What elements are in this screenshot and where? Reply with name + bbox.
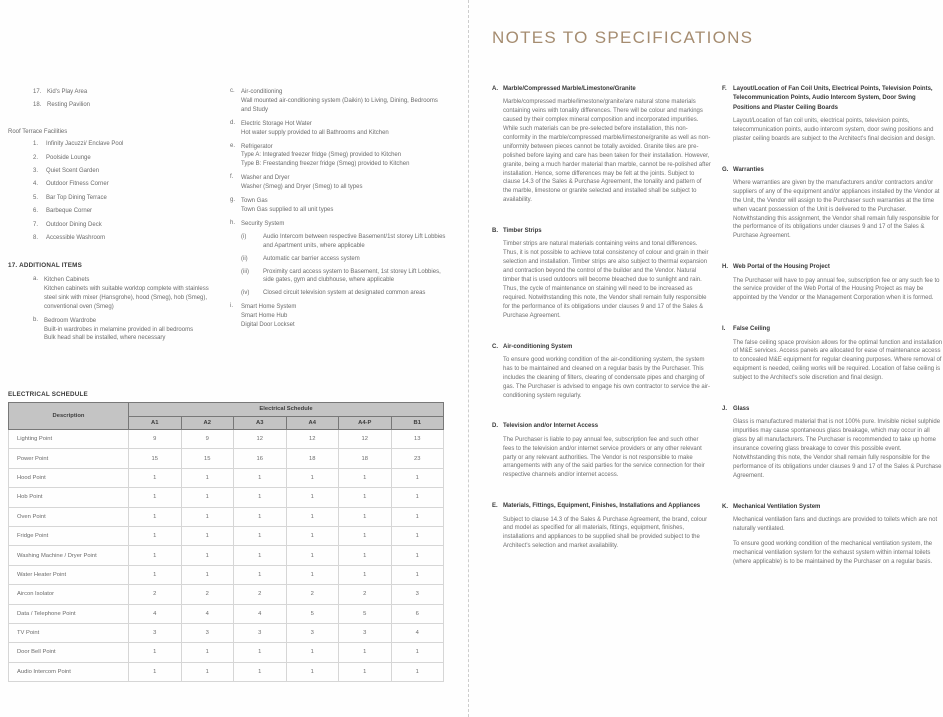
cell-value: 12 xyxy=(234,430,287,449)
table-title: Electrical Schedule xyxy=(129,403,444,417)
spec-item xyxy=(230,143,447,170)
item-letter: e. xyxy=(230,142,236,149)
cell-value: 2 xyxy=(129,585,182,604)
notes-section xyxy=(492,227,711,320)
section-letter: E. xyxy=(492,503,498,510)
cell-value: 1 xyxy=(286,565,339,584)
item-title: Bedroom Wardrobe xyxy=(44,317,97,324)
facilities-top-list xyxy=(8,88,223,115)
sub-item-text: Closed circuit television system at designated common areas xyxy=(263,290,426,297)
sub-item xyxy=(241,255,447,264)
cell-value: 3 xyxy=(286,623,339,642)
cell-value: 1 xyxy=(391,488,444,507)
item-text: Digital Door Lockset xyxy=(241,322,295,329)
cell-value: 1 xyxy=(339,526,392,545)
notes-section-heading xyxy=(492,422,711,431)
cell-value: 5 xyxy=(339,604,392,623)
notes-section xyxy=(722,405,943,481)
cell-value: 1 xyxy=(339,662,392,681)
cell-value: 1 xyxy=(129,643,182,662)
section-paragraph: Timber strips are natural materials containing veins and tonal differences. Thus, it is not possible to achieve total consistency of colour and grain in their selection and installation. Timber strips are also subject to thermal expansion and contraction beyond the control of the builder and the Vendor. Natural timber that is used outdoors will become bleached due to sunlight and rain. Thus, the cycle of maintenance on staining will need to be increased as required. Notwithstanding this note, the Vendor shall remain fully responsible for the performance of its obligations under clauses 9 and 17 of the Sales & Purchase Agreement. xyxy=(503,241,709,319)
table-row xyxy=(9,585,444,604)
table-row xyxy=(9,488,444,507)
row-label: Fridge Point xyxy=(9,526,129,545)
notes-column-1 xyxy=(492,85,711,573)
cell-value: 1 xyxy=(391,662,444,681)
row-label: Aircon Isolator xyxy=(9,585,129,604)
section-letter: K. xyxy=(722,503,728,510)
cell-value: 3 xyxy=(339,623,392,642)
electrical-schedule-heading: ELECTRICAL SCHEDULE xyxy=(8,391,88,398)
notes-section xyxy=(722,166,943,242)
item-letter: b. xyxy=(33,316,39,323)
cell-value: 1 xyxy=(391,526,444,545)
cell-value: 3 xyxy=(234,623,287,642)
notes-section xyxy=(492,343,711,401)
cell-value: 4 xyxy=(234,604,287,623)
list-item-number: 4. xyxy=(33,181,39,188)
sub-item xyxy=(241,233,447,251)
section-paragraph: The Purchaser is liable to pay annual fee, subscription fee and such other fees to the television and/or internet service providers or any other relevant party or any relevant authorities. The Vendor is not responsible to make arrangements with any of the said parties for the service connection for their respective channels and/or internet access. xyxy=(503,436,705,479)
cell-value: 1 xyxy=(339,488,392,507)
sub-item-number: (iv) xyxy=(241,290,250,297)
notes-section xyxy=(722,263,943,303)
item-text: Bulk head shall be installed, where necessary xyxy=(44,335,166,342)
spec-item xyxy=(230,220,447,298)
item-text: Washer (Smeg) and Dryer (Smeg) to all types xyxy=(241,184,363,191)
column-header-description: Description xyxy=(9,403,129,430)
cell-value: 1 xyxy=(234,546,287,565)
section-paragraph: Glass is manufactured material that is not 100% pure. Invisible nickel sulphide impurities may cause spontaneous glass breakage, which may occur in all glass by all manufacturers. The Purchaser is recommended to take up home insurance covering glass breakage to cover this possible event. Notwithstanding this note, the Vendor shall remain fully responsible for the performance of its obligations under clauses 9 and 17 of the Sales & Purchase Agreement. xyxy=(733,419,942,479)
additional-items-list xyxy=(8,276,222,343)
item-title: Smart Home System xyxy=(241,304,297,311)
section-paragraph: To ensure good working condition of the mechanical ventilation system, the mechanical ventilation system for the exhaust system within internal toilets (where applicable) is to be maintained by the Purchaser on a regular basis. xyxy=(733,540,933,565)
list-item-text: Kid's Play Area xyxy=(47,89,88,95)
table-row xyxy=(9,449,444,468)
table-row xyxy=(9,468,444,487)
cell-value: 1 xyxy=(181,565,234,584)
cell-value: 3 xyxy=(391,585,444,604)
list-item-text: Bar Top Dining Terrace xyxy=(46,194,107,201)
section-title: Air-conditioning System xyxy=(503,343,573,350)
section-title: Marble/Compressed Marble/Limestone/Granite xyxy=(503,86,636,92)
section-paragraph: Subject to clause 14.3 of the Sales & Purchase Agreement, the brand, colour and model as specified for all materials, fittings, equipment, finishes, installations and appliances to be supplied shall be provided subject to the Architect's selection and market availability. xyxy=(503,516,708,550)
cell-value: 1 xyxy=(129,468,182,487)
cell-value: 1 xyxy=(129,565,182,584)
cell-value: 12 xyxy=(339,430,392,449)
list-item xyxy=(33,234,223,247)
item-text: Wall mounted air-conditioning system (Daikin) to Living, Dining, Bedrooms and Study xyxy=(241,97,438,113)
cell-value: 23 xyxy=(391,449,444,468)
section-letter: J. xyxy=(722,406,728,413)
section-paragraph: The Purchaser will have to pay annual fee, subscription fee or any such fee to the service provider of the Web Portal of the Housing Project as may be appointed by the Vendor or the Management Corporation when it is formed. xyxy=(733,277,940,302)
list-item xyxy=(33,180,223,193)
row-label: TV Point xyxy=(9,623,129,642)
section-title: Warranties xyxy=(733,166,764,173)
cell-value: 2 xyxy=(181,585,234,604)
item-text: Hot water supply provided to all Bathrooms and Kitchen xyxy=(241,129,389,136)
spec-item xyxy=(33,317,222,344)
list-item xyxy=(33,167,223,180)
cell-value: 1 xyxy=(391,507,444,526)
row-label: Audio Intercom Point xyxy=(9,662,129,681)
cell-value: 2 xyxy=(286,585,339,604)
cell-value: 1 xyxy=(129,662,182,681)
cell-value: 9 xyxy=(181,430,234,449)
table-row xyxy=(9,526,444,545)
section-title: Materials, Fittings, Equipment, Finishes, Installations and Appliances xyxy=(503,503,701,510)
section-letter: H. xyxy=(722,264,728,271)
item-title: Security System xyxy=(241,220,285,227)
sub-item-text: Proximity card access system to Basement, 1st storey Lift Lobbies, side gates, gym and clubhouse, where applicable xyxy=(263,268,441,284)
additional-items-heading: 17. ADDITIONAL ITEMS xyxy=(8,262,82,269)
notes-section xyxy=(492,85,711,205)
sub-item xyxy=(241,268,447,286)
section-paragraph: To ensure good working condition of the air-conditioning system, the system has to be maintained and cleaned on a regular basis by the Purchaser. This includes the cleaning of filters, clearing of condensate pipes and charging of gas. The Purchaser is advised to engage his own contractor to service the air-conditioning system regularly. xyxy=(503,356,710,399)
sub-item-number: (iii) xyxy=(241,268,249,275)
cell-value: 1 xyxy=(339,507,392,526)
notes-section xyxy=(492,422,711,480)
item-letter: f. xyxy=(230,174,234,181)
cell-value: 1 xyxy=(234,488,287,507)
list-item xyxy=(33,207,223,220)
cell-value: 1 xyxy=(234,662,287,681)
notes-section-heading xyxy=(722,166,943,175)
column-header: A2 xyxy=(181,416,234,430)
list-item-number: 17. xyxy=(33,89,42,95)
table-row xyxy=(9,565,444,584)
cell-value: 1 xyxy=(339,546,392,565)
cell-value: 1 xyxy=(339,643,392,662)
cell-value: 1 xyxy=(234,565,287,584)
row-label: Washing Machine / Dryer Point xyxy=(9,546,129,565)
list-item-number: 1. xyxy=(33,141,39,148)
item-text: Town Gas supplied to all unit types xyxy=(241,206,334,213)
notes-section-heading xyxy=(722,85,943,113)
cell-value: 12 xyxy=(286,430,339,449)
column-header: A4 xyxy=(286,416,339,430)
row-label: Hood Point xyxy=(9,468,129,487)
cell-value: 2 xyxy=(339,585,392,604)
spec-item xyxy=(230,120,447,138)
notes-section-heading xyxy=(492,343,711,352)
spec-item xyxy=(230,197,447,215)
list-item xyxy=(33,101,223,114)
item-letter: g. xyxy=(230,197,236,204)
cell-value: 3 xyxy=(181,623,234,642)
section-letter: A. xyxy=(492,86,498,92)
cell-value: 1 xyxy=(129,546,182,565)
spec-item xyxy=(230,303,447,330)
cell-value: 1 xyxy=(181,526,234,545)
column-header: A1 xyxy=(129,416,182,430)
cell-value: 1 xyxy=(286,662,339,681)
cell-value: 6 xyxy=(391,604,444,623)
cell-value: 1 xyxy=(391,643,444,662)
list-item xyxy=(33,221,223,234)
cell-value: 1 xyxy=(286,468,339,487)
notes-section-heading xyxy=(492,502,711,511)
section-letter: D. xyxy=(492,423,498,430)
list-item xyxy=(33,194,223,207)
item-letter: a. xyxy=(33,276,39,282)
section-title: Mechanical Ventilation System xyxy=(733,503,821,510)
cell-value: 1 xyxy=(286,488,339,507)
cell-value: 1 xyxy=(286,643,339,662)
cell-value: 4 xyxy=(129,604,182,623)
cell-value: 1 xyxy=(129,526,182,545)
list-item-number: 8. xyxy=(33,234,39,241)
cell-value: 15 xyxy=(181,449,234,468)
spec-item xyxy=(33,276,222,312)
page-title: NOTES TO SPECIFICATIONS xyxy=(492,28,754,47)
cell-value: 15 xyxy=(129,449,182,468)
section-letter: C. xyxy=(492,343,498,350)
cell-value: 1 xyxy=(391,546,444,565)
table-row xyxy=(9,623,444,642)
cell-value: 1 xyxy=(181,507,234,526)
item-letter: c. xyxy=(230,88,235,94)
list-item-number: 3. xyxy=(33,167,39,174)
table-row xyxy=(9,604,444,623)
cell-value: 1 xyxy=(181,468,234,487)
section-letter: B. xyxy=(492,228,498,235)
list-item-text: Barbeque Corner xyxy=(46,208,93,215)
list-item-number: 18. xyxy=(33,102,42,109)
cell-value: 1 xyxy=(286,507,339,526)
cell-value: 1 xyxy=(339,565,392,584)
table-row xyxy=(9,507,444,526)
cell-value: 1 xyxy=(181,546,234,565)
item-text: Kitchen cabinets with suitable worktop complete with stainless steel sink with mixer (Hansgrohe), hood (Smeg), hob (Smeg), conventional oven (Smeg) xyxy=(44,285,209,310)
cell-value: 1 xyxy=(391,565,444,584)
item-title: Town Gas xyxy=(241,198,268,205)
list-item-number: 7. xyxy=(33,221,39,228)
list-item-number: 6. xyxy=(33,208,39,215)
notes-section-heading xyxy=(722,503,943,512)
row-label: Hob Point xyxy=(9,488,129,507)
cell-value: 9 xyxy=(129,430,182,449)
cell-value: 1 xyxy=(234,507,287,526)
notes-section xyxy=(492,502,711,551)
item-title: Air-conditioning xyxy=(241,89,283,95)
section-paragraph: Where warranties are given by the manufacturers and/or contractors and/or suppliers of any of the equipment and/or appliances installed by the Vendor at the Unit, the Vendor will assign to the Purchaser such warranties at the time when vacant possession of the Unit is delivered to the Purchaser. Notwithstanding this assignment, the Vendor shall remain fully responsible for the performance of its obligations under clauses 9 and 17 of the Sales & Purchase Agreement. xyxy=(733,179,940,240)
electrical-schedule-table xyxy=(8,402,444,682)
cell-value: 16 xyxy=(234,449,287,468)
section-title: False Ceiling xyxy=(733,326,771,333)
cell-value: 1 xyxy=(339,468,392,487)
section-title: Television and/or Internet Access xyxy=(503,423,599,430)
page-fold-divider xyxy=(468,0,469,717)
list-item xyxy=(33,140,223,153)
item-letter: i. xyxy=(230,303,233,310)
cell-value: 1 xyxy=(234,468,287,487)
cell-value: 1 xyxy=(181,662,234,681)
notes-column-2 xyxy=(722,85,943,589)
item-title: Refrigerator xyxy=(241,143,273,150)
section-paragraph: Mechanical ventilation fans and ductings are provided to toilets which are not naturally ventilated. xyxy=(733,517,938,532)
roof-terrace-heading: Roof Terrace Facilities xyxy=(8,128,68,135)
column-header: A3 xyxy=(234,416,287,430)
section-title: Timber Strips xyxy=(503,228,542,235)
section-paragraph: The false ceiling space provision allows for the optimal function and installation of M&E services. Access panels are allocated for ease of maintenance access to concealed M&E equipment for regular cleaning purposes. Where removal of equipment is needed, ceiling works will be required. Location of false ceiling is subject to the Architect's sole discretion and final design. xyxy=(733,339,943,382)
row-label: Door Bell Point xyxy=(9,643,129,662)
sub-item-text: Automatic car barrier access system xyxy=(263,255,360,262)
cell-value: 18 xyxy=(286,449,339,468)
cell-value: 1 xyxy=(391,468,444,487)
sub-item-number: (ii) xyxy=(241,255,248,262)
sub-item xyxy=(241,289,447,298)
cell-value: 1 xyxy=(234,526,287,545)
notes-section xyxy=(722,325,943,383)
notes-section-heading xyxy=(492,227,711,236)
section-title: Glass xyxy=(733,406,750,413)
cell-value: 13 xyxy=(391,430,444,449)
list-item-text: Outdoor Fitness Corner xyxy=(46,181,109,188)
list-item-text: Outdoor Dining Deck xyxy=(46,221,102,228)
item-title: Kitchen Cabinets xyxy=(44,277,90,283)
list-item-text: Poolside Lounge xyxy=(46,154,91,161)
cell-value: 3 xyxy=(129,623,182,642)
item-text: Type B: Freestanding freezer fridge (Smeg) provided to Kitchen xyxy=(241,161,410,168)
list-item-number: 2. xyxy=(33,154,39,161)
item-title: Washer and Dryer xyxy=(241,175,290,182)
list-item xyxy=(33,88,223,101)
cell-value: 18 xyxy=(339,449,392,468)
cell-value: 1 xyxy=(181,643,234,662)
row-label: Lighting Point xyxy=(9,430,129,449)
left-column-2 xyxy=(230,88,447,335)
item-letter: d. xyxy=(230,119,236,126)
cell-value: 2 xyxy=(234,585,287,604)
section-letter: G. xyxy=(722,166,729,173)
item-text: Built-in wardrobes in melamine provided in all bedrooms xyxy=(44,326,194,333)
item-title: Electric Storage Hot Water xyxy=(241,120,312,127)
facilities-list-block xyxy=(8,88,223,247)
cell-value: 1 xyxy=(286,546,339,565)
cell-value: 1 xyxy=(286,526,339,545)
list-item-text: Quiet Scent Garden xyxy=(46,167,100,174)
cell-value: 4 xyxy=(181,604,234,623)
sub-item-number: (i) xyxy=(241,233,247,240)
sub-item-text: Audio Intercom between respective Basement/1st storey Lift Lobbies and Apartment units, where applicable xyxy=(263,233,446,249)
spec-item xyxy=(230,88,447,115)
section-paragraph: Layout/Location of fan coil units, electrical points, television points, telecommunication points, audio intercom system, door swing positions and plaster ceiling boards are subject to the Architect's final decision and design. xyxy=(733,117,936,142)
section-paragraph: Marble/compressed marble/limestone/granite/are natural stone materials containing veins with tonality differences. There will be colour and markings caused by their complex mineral composition and incorporated impurities. While such materials can be pre-selected before installation, this non-conformity in the marble/compressed marble/limestone/granite as well as non-uniformity between pieces cannot be totally avoided. Granite tiles are pre-polished before laying and care has been taken for their installation. However, granite, being a much harder material than marble, cannot be re-polished after installation. Hence, some differences may be felt at the joints. Subject to clause 14.3 of the Sales & Purchase Agreement, the tonality and pattern of the marble, limestone or granite selected and installed shall be subject to availability. xyxy=(503,99,711,204)
item-text: Smart Home Hub xyxy=(241,313,288,320)
cell-value: 1 xyxy=(129,507,182,526)
notes-section xyxy=(722,503,943,567)
cell-value: 1 xyxy=(234,643,287,662)
item-letter: h. xyxy=(230,219,236,226)
notes-section-heading xyxy=(722,325,943,334)
notes-section-heading xyxy=(722,263,943,272)
section-letter: I. xyxy=(722,326,726,333)
column-header: B1 xyxy=(391,416,444,430)
row-label: Oven Point xyxy=(9,507,129,526)
cell-value: 4 xyxy=(391,623,444,642)
notes-section xyxy=(722,85,943,144)
roof-terrace-list xyxy=(8,140,223,247)
section-letter: F. xyxy=(722,86,727,92)
row-label: Power Point xyxy=(9,449,129,468)
table-row xyxy=(9,546,444,565)
spec-item xyxy=(230,174,447,192)
cell-value: 1 xyxy=(129,488,182,507)
list-item-text: Resting Pavilion xyxy=(47,102,91,109)
list-item-text: Infinity Jacuzzi/ Enclave Pool xyxy=(46,141,124,148)
list-item-number: 5. xyxy=(33,194,39,201)
row-label: Data / Telephone Point xyxy=(9,604,129,623)
list-item xyxy=(33,154,223,167)
item-text: Type A: Integrated freezer fridge (Smeg) provided to Kitchen xyxy=(241,152,402,159)
table-row xyxy=(9,643,444,662)
list-item-text: Accessible Washroom xyxy=(46,234,106,241)
section-title: Web Portal of the Housing Project xyxy=(733,264,830,271)
notes-section-heading xyxy=(492,85,711,94)
additional-items-block xyxy=(8,262,222,348)
table-row xyxy=(9,662,444,681)
table-row xyxy=(9,430,444,449)
section-title: Layout/Location of Fan Coil Units, Electrical Points, Television Points, Telecommunication Points, Audio Intercom System, Door Swing Positions and Plaster Ceiling Boards xyxy=(733,86,933,111)
column-header: A4-P xyxy=(339,416,392,430)
row-label: Water Heater Point xyxy=(9,565,129,584)
cell-value: 1 xyxy=(181,488,234,507)
cell-value: 5 xyxy=(286,604,339,623)
notes-section-heading xyxy=(722,405,943,414)
